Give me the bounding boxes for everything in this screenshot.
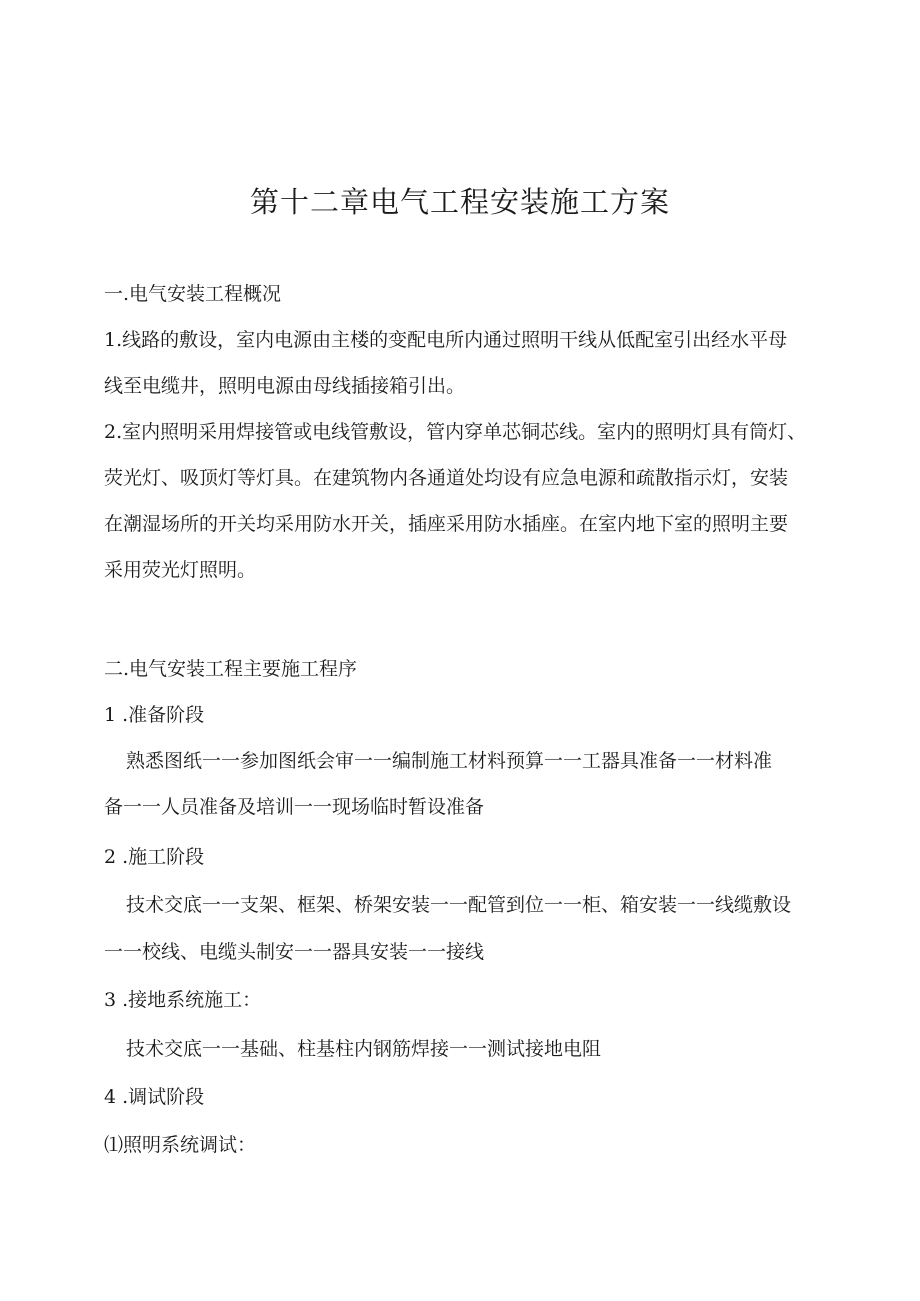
paragraph-2-line-2: 荧光灯、吸顶灯等灯具。在建筑物内各通道处均设有应急电源和疏散指示灯，安装 [104, 467, 789, 489]
step-3-line-1: 技术交底一一基础、柱基柱内钢筋焊接一一测试接地电阻 [126, 1038, 602, 1060]
step-4-sub-1: ⑴照明系统调试： [104, 1134, 257, 1156]
step-1-line-1: 熟悉图纸一一参加图纸会审一一编制施工材料预算一一工器具准备一一材料准 [126, 750, 773, 772]
step-2-label: 2 .施工阶段 [104, 846, 205, 868]
step-1-line-2: 备一一人员准备及培训一一现场临时暂设准备 [104, 796, 485, 818]
document-title: 第十二章电气工程安装施工方案 [249, 185, 670, 219]
section-1-heading: 一.电气安装工程概况 [104, 283, 282, 305]
section-2-heading: 二.电气安装工程主要施工程序 [104, 658, 358, 680]
step-2-line-1: 技术交底一一支架、框架、桥架安装一一配管到位一一柜、箱安装一一线缆敷设 [126, 894, 792, 916]
paragraph-2-line-3: 在潮湿场所的开关均采用防水开关，插座采用防水插座。在室内地下室的照明主要 [104, 513, 789, 535]
step-4-label: 4 .调试阶段 [104, 1086, 205, 1108]
paragraph-2-line-4: 采用荧光灯照明。 [104, 559, 257, 581]
step-1-label: 1 .准备阶段 [104, 704, 205, 726]
step-2-line-2: 一一校线、电缆头制安一一器具安装一一接线 [104, 941, 485, 963]
step-3-label: 3 .接地系统施工： [104, 989, 262, 1011]
paragraph-1-line-1: 1.线路的敷设，室内电源由主楼的变配电所内通过照明干线从低配室引出经水平母 [104, 329, 788, 351]
paragraph-2-line-1: 2.室内照明采用焊接管或电线管敷设，管内穿单芯铜芯线。室内的照明灯具有筒灯、 [104, 421, 807, 443]
paragraph-1-line-2: 线至电缆井，照明电源由母线插接箱引出。 [104, 375, 466, 397]
